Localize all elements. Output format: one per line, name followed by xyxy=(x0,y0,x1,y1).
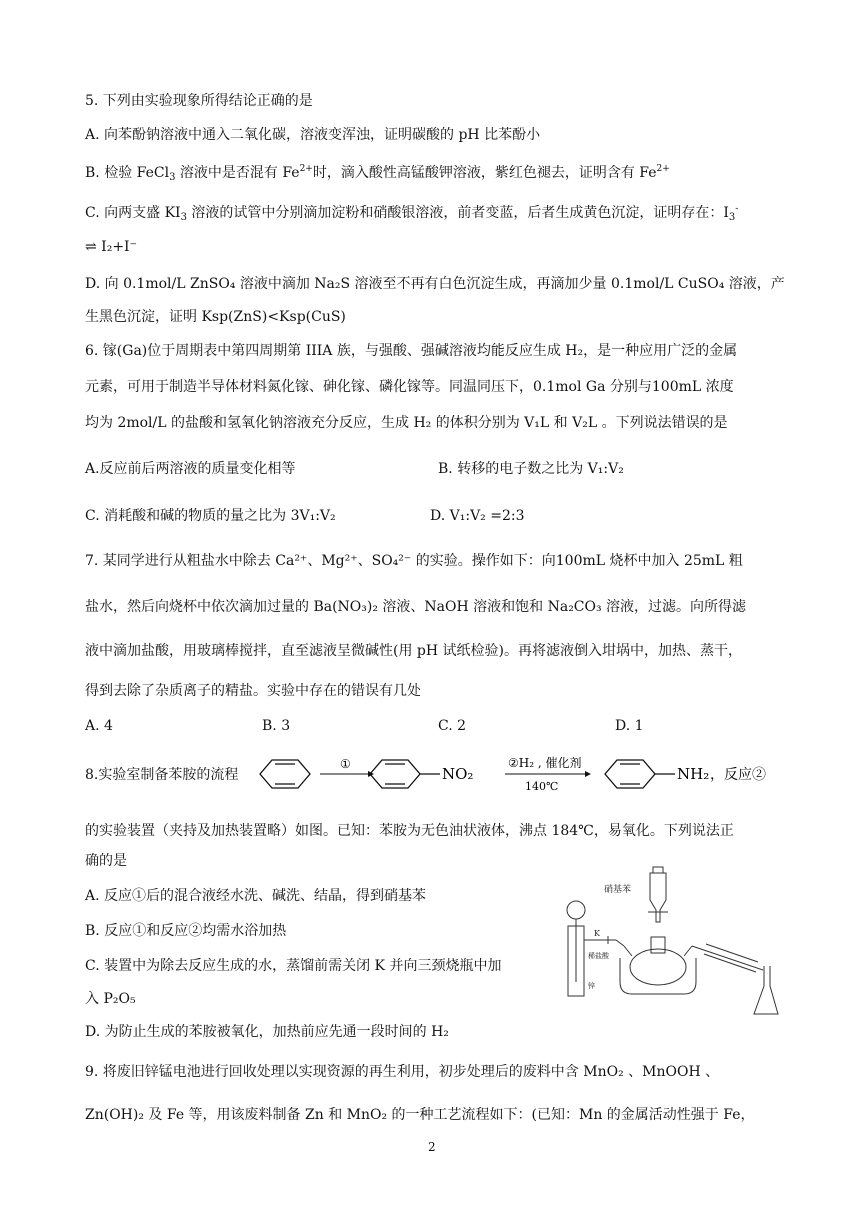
q8-option-c-line1: C. 装置中为除去反应生成的水，蒸馏前需关闭 K 并向三颈烧瓶中加 xyxy=(85,958,502,974)
q6-option-b: B. 转移的电子数之比为 V₁:V₂ xyxy=(438,461,624,477)
q7-line2: 盐水，然后向烧杯中依次滴加过量的 Ba(NO₃)₂ 溶液、NaOH 溶液和饱和 Na₂CO₃ 溶液，过滤。向所得滤 xyxy=(85,599,747,615)
q8-line2: 的实验装置（夹持及加热装置略）如图。已知：苯胺为无色油状液体，沸点 184℃，易氧化。下列说法正 xyxy=(85,823,734,839)
fig-label-k: K xyxy=(594,929,600,938)
q7-line3: 液中滴加盐酸，用玻璃棒搅拌，直至滤液呈微碱性(用 pH 试纸检验)。再将滤液倒入坩埚中，加热、蒸干， xyxy=(85,643,742,659)
q8-option-a: A. 反应①后的混合液经水洗、碱洗、结晶，得到硝基苯 xyxy=(85,888,427,904)
step1-label: ① xyxy=(340,757,351,771)
q9-line1: 9. 将废旧锌锰电池进行回收处理以实现资源的再生利用，初步处理后的废料中含 MnO₂ 、MnOOH 、 xyxy=(85,1064,720,1080)
q7-option-c: C. 2 xyxy=(438,718,467,734)
reaction-arrow-1 xyxy=(320,757,374,777)
q6-option-a: A.反应前后两溶液的质量变化相等 xyxy=(85,461,296,477)
q7-line1: 7. 某同学进行从粗盐水中除去 Ca²⁺、Mg²⁺、SO₄²⁻ 的实验。操作如下：向100mL 烧杯中加入 25mL 粗 xyxy=(85,553,743,569)
fig-label-acid: 稀盐酸 xyxy=(588,952,609,960)
q5-option-c: C. 向两支盛 $KI_3$ 溶液的试管中分别滴加淀粉和硝酸银溶液，前者变蓝，后者生成黄色沉淀，证明存在：$I_3^-$ xyxy=(85,204,739,223)
q5-option-b: B. 检验 FeCl$_3$ 溶液中是否混有 $Fe^{2+}$时，滴入酸性高锰酸钾溶液，紫红色褪去，证明含有 $Fe^{2+}$ xyxy=(85,164,670,183)
q8-suffix: ，反应② xyxy=(710,767,766,783)
q8-prefix: 8.实验室制备苯胺的流程 xyxy=(85,767,239,783)
receiving-flask xyxy=(754,966,778,1014)
reaction-arrow-2 xyxy=(505,755,591,793)
q8-option-b: B. 反应①和反应②均需水浴加热 xyxy=(85,923,287,939)
q7-option-a: A. 4 xyxy=(85,718,113,734)
q5-option-a: A. 向苯酚钠溶液中通入二氧化碳，溶液变浑浊，证明碳酸的 pH 比苯酚小 xyxy=(85,127,541,143)
amino-group-label: NH₂ xyxy=(677,765,710,783)
q8-option-d: D. 为防止生成的苯胺被氧化，加热前应先通一段时间的 H₂ xyxy=(85,1024,449,1040)
condenser xyxy=(692,944,763,972)
q5-option-d-line2: 生黑色沉淀，证明 Ksp(ZnS)<Ksp(CuS) xyxy=(85,309,346,325)
q7-line4: 得到去除了杂质离子的精盐。实验中存在的错误有几处 xyxy=(85,683,421,699)
fig-label-zinc: 锌 xyxy=(588,982,595,990)
benzene-ring-2 xyxy=(370,760,440,788)
q5-stem: 5. 下列由实验现象所得结论正确的是 xyxy=(85,93,313,109)
apparatus-figure xyxy=(558,862,788,1022)
benzene-ring-1 xyxy=(260,760,310,788)
q8-option-c-line2: 入 P₂O₅ xyxy=(85,991,136,1007)
temperature-label: 140℃ xyxy=(525,780,559,793)
q6-option-c: C. 消耗酸和碱的物质的量之比为 3V₁:V₂ xyxy=(85,508,336,524)
fig-label-nitrobenzene: 硝基苯 xyxy=(604,885,632,895)
q6-line2: 元素，可用于制造半导体材料氮化镓、砷化镓、磷化镓等。同温同压下，0.1mol Ga 分别与100mL 浓度 xyxy=(85,379,734,395)
q6-line3: 均为 2mol/L 的盐酸和氢氧化钠溶液充分反应，生成 H₂ 的体积分别为 V₁L 和 V₂L 。下列说法错误的是 xyxy=(85,415,728,431)
three-neck-flask xyxy=(616,937,696,994)
nitro-group-label: NO₂ xyxy=(442,765,474,783)
q5-option-c-cont: ⇌ I₂+I⁻ xyxy=(85,239,137,255)
q5-option-d-line1: D. 向 0.1mol/L ZnSO₄ 溶液中滴加 Na₂S 溶液至不再有白色沉淀生成，再滴加少量 0.1mol/L CuSO₄ 溶液，产 xyxy=(85,276,785,292)
dropping-funnel xyxy=(648,867,668,922)
q8-line3: 确的是 xyxy=(85,853,127,869)
q6-line1: 6. 镓(Ga)位于周期表中第四周期第 IIIA 族，与强酸、强碱溶液均能反应生成 H₂，是一种应用广泛的金属 xyxy=(85,343,738,359)
step2-label: ②H₂ , 催化剂 xyxy=(508,756,582,770)
q9-line2: Zn(OH)₂ 及 Fe 等，用该废料制备 Zn 和 MnO₂ 的一种工艺流程如下：(已知：Mn 的金属活动性强于 Fe， xyxy=(85,1107,755,1123)
reaction-scheme xyxy=(250,748,780,800)
q6-option-d: D. V₁:V₂ =2:3 xyxy=(430,508,525,524)
benzene-ring-3 xyxy=(605,760,675,788)
q7-option-d: D. 1 xyxy=(615,718,644,734)
page-number: 2 xyxy=(428,1140,436,1154)
q7-option-b: B. 3 xyxy=(262,718,291,734)
